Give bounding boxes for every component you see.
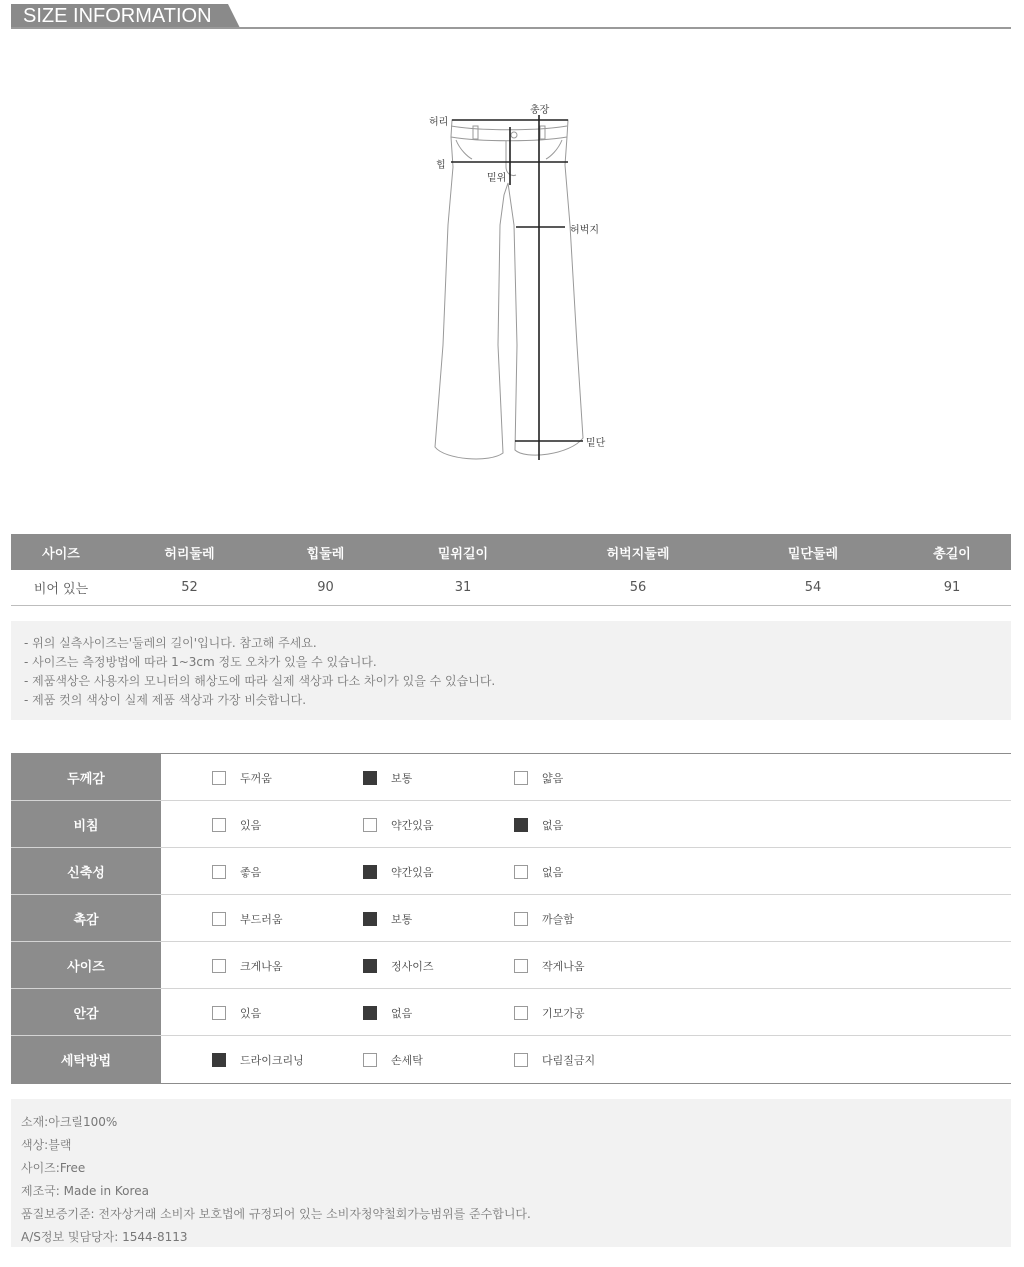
property-option-label: 정사이즈 (391, 960, 434, 973)
checked-box-icon (363, 1006, 377, 1020)
unchecked-box-icon (212, 771, 226, 785)
property-label: 신축성 (11, 848, 161, 894)
property-option-label: 작게나옴 (542, 960, 585, 973)
info-size: 사이즈:Free (21, 1161, 86, 1175)
note-line: - 제품 컷의 색상이 실제 제품 색상과 가장 비슷합니다. (24, 693, 307, 707)
label-waist: 허리 (429, 117, 449, 128)
property-option (514, 1005, 585, 1021)
unchecked-box-icon (363, 1053, 377, 1067)
property-option (363, 1005, 412, 1021)
property-option (212, 864, 261, 880)
fabric-properties-table (11, 753, 1011, 1084)
property-row (11, 754, 1011, 801)
table-cell: 54 (733, 570, 893, 605)
checked-box-icon (363, 771, 377, 785)
property-option-label: 기모가공 (542, 1007, 585, 1020)
property-row (11, 895, 1011, 942)
info-warranty: 품질보증기준: 전자상거래 소비자 보호법에 규정되어 있는 소비자청약철회가능범위를 준수합니다. (21, 1207, 531, 1221)
label-total-length: 총장 (530, 105, 550, 116)
info-as-contact: A/S정보 및담당자: 1544-8113 (21, 1230, 188, 1244)
unchecked-box-icon (514, 1006, 528, 1020)
property-label: 사이즈 (11, 942, 161, 988)
pants-illustration (420, 95, 620, 475)
table-cell: 52 (111, 570, 268, 605)
table-cell: 31 (383, 570, 543, 605)
property-label: 촉감 (11, 895, 161, 941)
size-notes (11, 621, 1011, 720)
property-option (363, 864, 434, 880)
label-thigh: 허벅지 (570, 225, 599, 236)
unchecked-box-icon (514, 1053, 528, 1067)
property-option-label: 부드러움 (240, 913, 283, 926)
size-table-header: 밑위길이 (383, 534, 543, 570)
section-header (11, 0, 1011, 30)
table-cell: 비어 있는 (11, 570, 111, 605)
property-option-label: 까슬함 (542, 913, 574, 926)
property-row (11, 801, 1011, 848)
property-option-label: 보통 (391, 772, 413, 785)
checked-box-icon (363, 912, 377, 926)
unchecked-box-icon (514, 959, 528, 973)
property-option (514, 864, 563, 880)
info-origin: 제조국: Made in Korea (21, 1184, 149, 1198)
label-hip: 힙 (436, 160, 446, 171)
table-row (11, 570, 1011, 605)
checked-box-icon (363, 959, 377, 973)
header-divider (11, 27, 1011, 29)
property-option (514, 770, 563, 786)
property-option (212, 1052, 304, 1068)
checked-box-icon (363, 865, 377, 879)
pants-diagram (420, 95, 620, 475)
unchecked-box-icon (514, 865, 528, 879)
property-label: 안감 (11, 989, 161, 1035)
property-option-label: 드라이크리닝 (240, 1054, 304, 1067)
unchecked-box-icon (514, 771, 528, 785)
property-option (363, 958, 434, 974)
size-table-header: 밑단둘레 (733, 534, 893, 570)
property-row (11, 989, 1011, 1036)
unchecked-box-icon (212, 959, 226, 973)
property-option-label: 있음 (240, 1007, 262, 1020)
property-option (212, 1005, 261, 1021)
property-option-label: 두꺼움 (240, 772, 272, 785)
property-option (363, 911, 412, 927)
property-row (11, 942, 1011, 989)
property-option (212, 911, 283, 927)
property-option-label: 약간있음 (391, 819, 434, 832)
table-cell: 91 (893, 570, 1011, 605)
property-option (212, 958, 283, 974)
property-option (514, 1052, 595, 1068)
property-option-label: 없음 (391, 1007, 413, 1020)
property-option-label: 다림질금지 (542, 1054, 596, 1067)
note-line: - 제품색상은 사용자의 모니터의 해상도에 따라 실제 색상과 다소 차이가 있을 수 있습니다. (24, 674, 496, 688)
size-table-header: 허리둘레 (111, 534, 268, 570)
unchecked-box-icon (212, 912, 226, 926)
property-option (212, 770, 272, 786)
property-option-label: 크게나옴 (240, 960, 283, 973)
property-option-label: 약간있음 (391, 866, 434, 879)
property-option (514, 958, 585, 974)
section-title: SIZE INFORMATION (23, 5, 212, 27)
size-table (11, 534, 1011, 606)
unchecked-box-icon (212, 1006, 226, 1020)
property-row (11, 1036, 1011, 1083)
note-line: - 사이즈는 측정방법에 따라 1~3cm 정도 오차가 있을 수 있습니다. (24, 655, 377, 669)
property-option-label: 없음 (542, 819, 564, 832)
size-table-header: 총길이 (893, 534, 1011, 570)
property-option (514, 911, 574, 927)
size-table-header: 허벅지둘레 (543, 534, 733, 570)
unchecked-box-icon (212, 818, 226, 832)
property-option (363, 817, 434, 833)
property-option (514, 817, 563, 833)
property-option-label: 좋음 (240, 866, 262, 879)
checked-box-icon (514, 818, 528, 832)
property-option (363, 770, 412, 786)
property-option-label: 있음 (240, 819, 262, 832)
unchecked-box-icon (363, 818, 377, 832)
section-tab (11, 4, 228, 28)
info-color: 색상:블랙 (21, 1138, 72, 1152)
table-cell: 90 (268, 570, 383, 605)
property-option-label: 보통 (391, 913, 413, 926)
property-option-label: 없음 (542, 866, 564, 879)
property-option (212, 817, 261, 833)
size-table-header: 사이즈 (11, 534, 111, 570)
label-rise: 밑위 (487, 173, 507, 184)
property-label: 두께감 (11, 754, 161, 800)
size-table-header: 힙둘레 (268, 534, 383, 570)
property-row (11, 848, 1011, 895)
table-cell: 56 (543, 570, 733, 605)
property-label: 비침 (11, 801, 161, 847)
property-option-label: 손세탁 (391, 1054, 423, 1067)
size-table-header-row (11, 534, 1011, 570)
info-material: 소재:아크릴100% (21, 1115, 118, 1129)
label-hem: 밑단 (586, 438, 606, 449)
property-option-label: 얇음 (542, 772, 564, 785)
checked-box-icon (212, 1053, 226, 1067)
unchecked-box-icon (212, 865, 226, 879)
unchecked-box-icon (514, 912, 528, 926)
property-label: 세탁방법 (11, 1036, 161, 1083)
note-line: - 위의 실측사이즈는'둘레의 길이'입니다. 참고해 주세요. (24, 636, 317, 650)
product-info (11, 1099, 1011, 1247)
property-option (363, 1052, 423, 1068)
